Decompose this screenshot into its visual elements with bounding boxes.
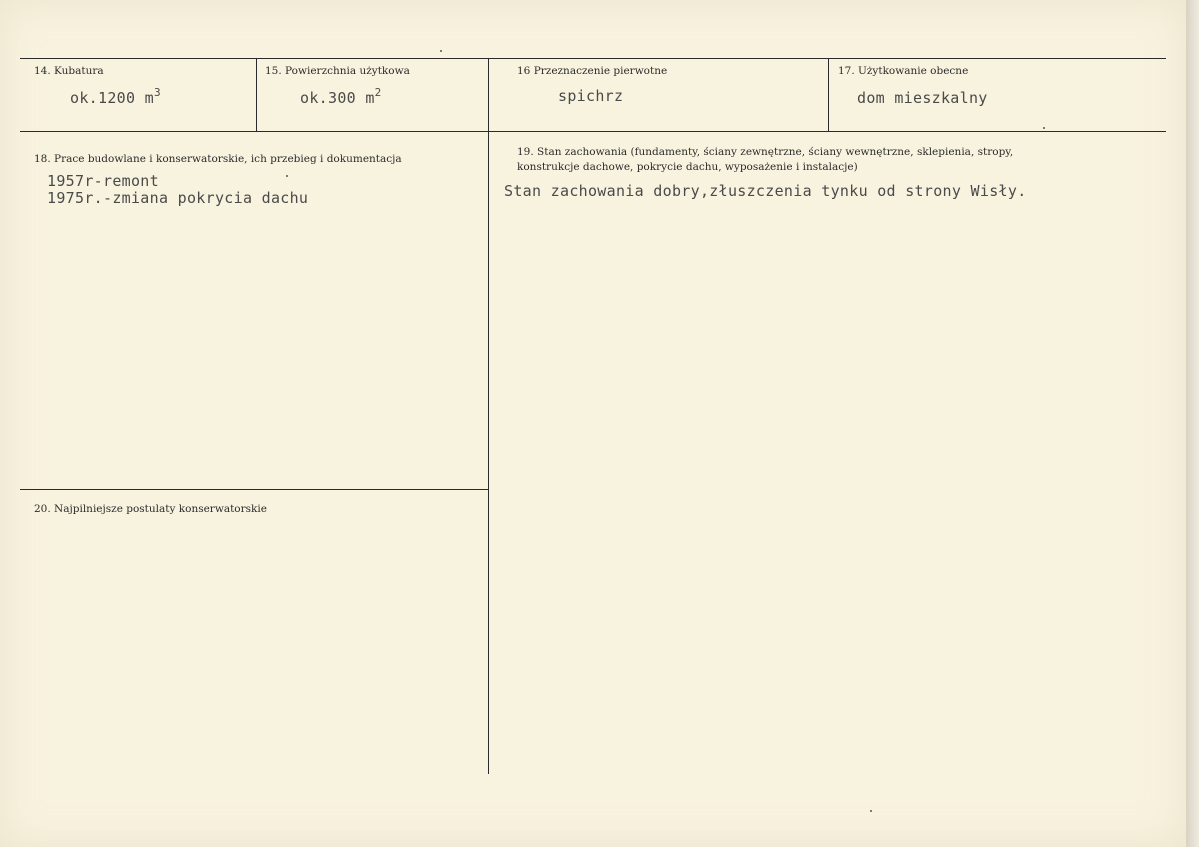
prace-line-1: 1957r-remont <box>47 172 159 190</box>
prace-label: 18. Prace budowlane i konserwatorskie, ich przebieg i dokumentacja <box>34 153 402 165</box>
top-rule <box>20 58 1166 59</box>
stan-value: Stan zachowania dobry,złuszczenia tynku od strony Wisły. <box>504 182 1027 200</box>
paper-speck <box>286 175 288 177</box>
przeznaczenie-label: 16 Przeznaczenie pierwotne <box>517 65 668 77</box>
col-divider-1 <box>256 58 257 131</box>
paper-speck <box>440 50 442 52</box>
paper-speck <box>870 810 872 812</box>
powierzchnia-value: ok.300 $m^2$ <box>300 86 382 107</box>
powierzchnia-label: 15. Powierzchnia użytkowa <box>265 65 410 77</box>
postulaty-label: 20. Najpilniejsze postulaty konserwatorskie <box>34 503 267 515</box>
col-divider-2 <box>488 58 489 774</box>
uzytkowanie-value: dom mieszkalny <box>857 89 988 107</box>
kubatura-label: 14. Kubatura <box>34 65 104 77</box>
przeznaczenie-value: spichrz <box>558 87 624 105</box>
paper-speck <box>1043 127 1045 129</box>
stan-label: 19. Stan zachowania (fundamenty, ściany zewnętrzne, ściany wewnętrzne, sklepienia, stropy, konstrukcje dachowe, pokrycie dachu, wyposażenie i instalacje) <box>517 146 1014 173</box>
uzytkowanie-label: 17. Użytkowanie obecne <box>838 65 969 77</box>
col-divider-3 <box>828 58 829 131</box>
kubatura-value: ok.1200 $m^3$ <box>70 86 161 107</box>
section-divider <box>20 489 488 490</box>
row-divider <box>20 131 1166 132</box>
card-edge <box>1186 0 1199 847</box>
prace-line-2: 1975r.-zmiana pokrycia dachu <box>47 189 309 207</box>
